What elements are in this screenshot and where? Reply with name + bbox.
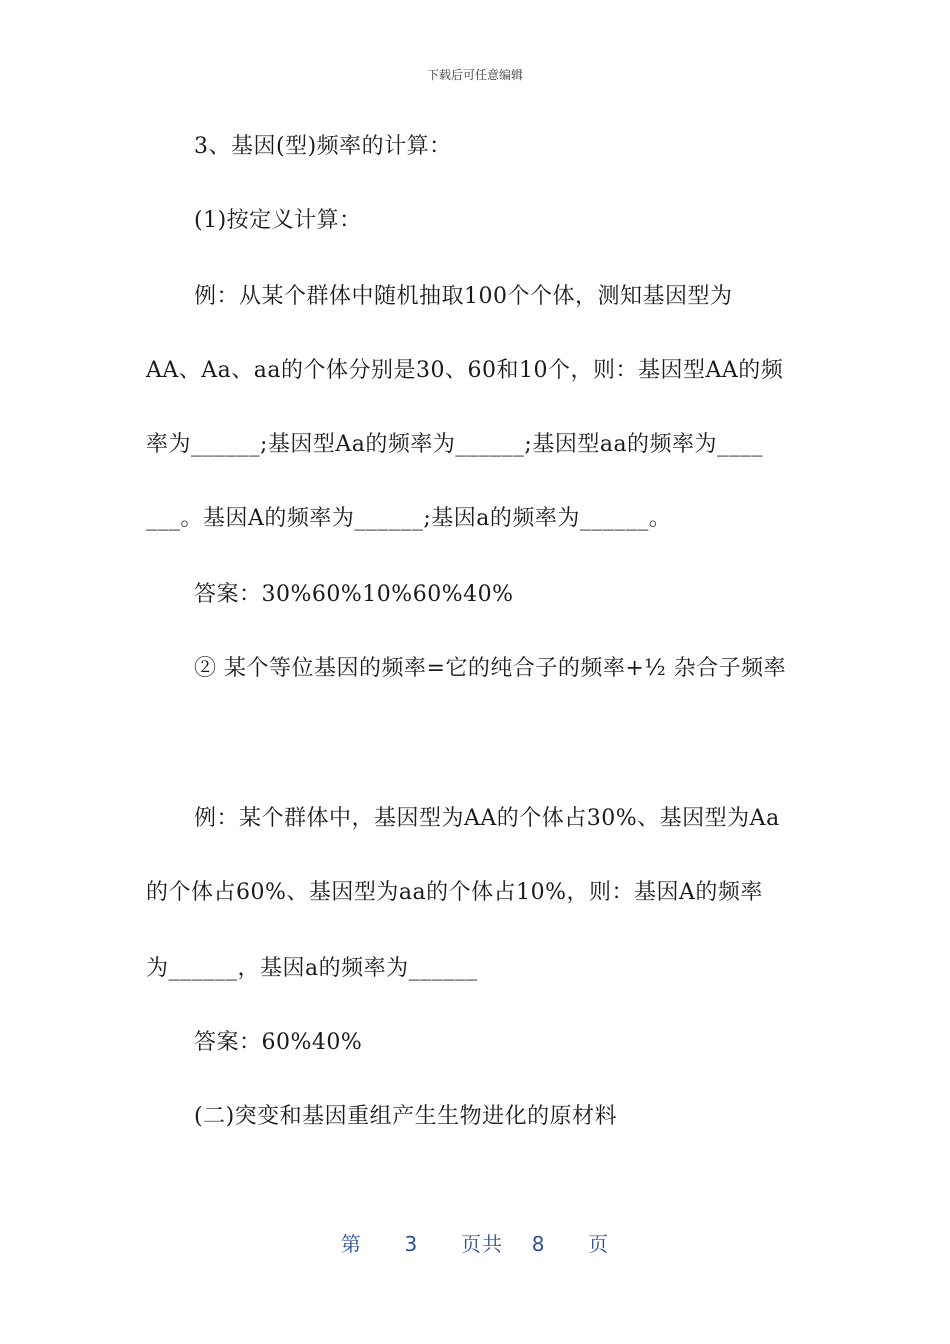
- answer2: 答案：60%40%: [194, 1030, 363, 1055]
- footer-total-pages: 8: [531, 1232, 546, 1256]
- section2-title: (二)突变和基因重组产生生物进化的原材料: [194, 1104, 618, 1129]
- example2-line1: 例：某个群体中，基因型为AA的个体占30%、基因型为Aa: [194, 806, 780, 831]
- example1-line2: AA、Aa、aa的个体分别是30、60和10个，则：基因型AA的频: [146, 358, 784, 383]
- example2-line3: 为______，基因a的频率为______: [146, 956, 478, 981]
- page-header: 下载后可任意编辑: [426, 68, 523, 82]
- footer-mid: 页共: [461, 1232, 503, 1256]
- footer-prefix: 第: [340, 1232, 362, 1256]
- page-footer: [0, 1228, 950, 1257]
- answer1: 答案：30%60%10%60%40%: [194, 582, 514, 607]
- sub-title: (1)按定义计算：: [194, 208, 362, 233]
- example1-line1: 例：从某个群体中随机抽取100个个体，测知基因型为: [194, 284, 733, 309]
- example2-line2: 的个体占60%、基因型为aa的个体占10%，则：基因A的频率: [146, 880, 763, 905]
- footer-suffix: 页: [588, 1232, 610, 1256]
- rule2: ② 某个等位基因的频率=它的纯合子的频率+½ 杂合子频率: [194, 656, 787, 681]
- section-title: 3、基因(型)频率的计算：: [194, 134, 452, 159]
- example1-line3: 率为______;基因型Aa的频率为______;基因型aa的频率为____: [146, 432, 764, 457]
- footer-page-number: 3: [404, 1232, 419, 1256]
- example1-line4: ___。基因A的频率为______;基因a的频率为______。: [146, 506, 672, 531]
